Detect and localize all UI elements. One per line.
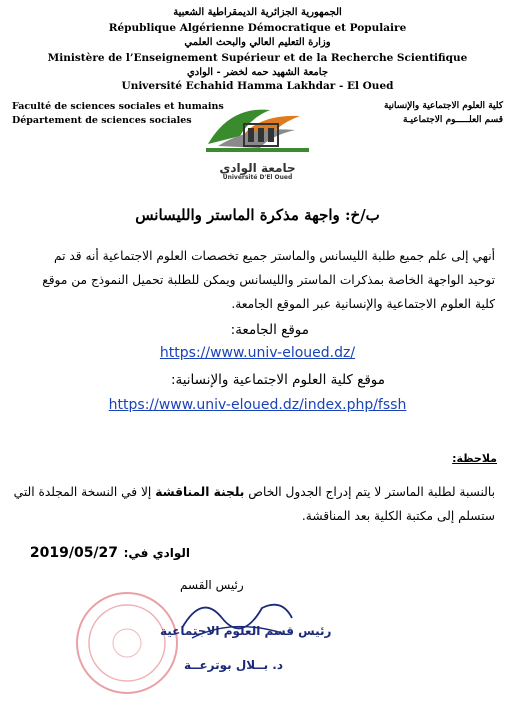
signature-role: رئيس القسم — [180, 578, 244, 592]
logo-ar-name: جامعة الوادي — [219, 161, 296, 175]
faculty-site-link[interactable]: https://www.univ-eloued.dz/index.php/fssh — [108, 397, 407, 413]
university-site-label: موقع الجامعة: — [230, 322, 309, 338]
stamp-title: رئيس قسم العلوم الاجتماعية — [160, 624, 332, 638]
handwritten-signature-icon — [172, 588, 302, 648]
university-site-link[interactable]: https://www.univ-eloued.dz/ — [159, 345, 356, 361]
note-line-1-end: إلا في النسخة المجلدة التي — [13, 485, 152, 499]
logo-emblem-icon — [200, 96, 315, 158]
official-stamp-icon — [72, 588, 182, 698]
right-department: قسم العلـــــوم الاجتماعيـة — [403, 115, 503, 125]
header-fr-republic: République Algérienne Démocratique et Populaire — [108, 22, 407, 34]
note-line-1-bold: بلجنة المناقشة — [155, 485, 245, 499]
body-line-1: أنهي إلى علم جميع طلبة الليسانس والماستر جميع تخصصات العلوم الاجتماعية أنه قد تم — [54, 249, 495, 263]
header-fr-ministry: Ministère de l’Enseignement Supérieur et de la Recherche Scientifique — [47, 52, 468, 64]
header-ar-republic: الجمهورية الجزائرية الديمقراطية الشعبية — [173, 7, 342, 18]
right-faculty: كلية العلوم الاجتماعية والإنسانية — [383, 101, 503, 111]
faculty-site-label: موقع كلية العلوم الاجتماعية والإنسانية: — [170, 372, 385, 388]
date-label: الوادي في: — [123, 546, 190, 560]
page-title: ب/خ: واجهة مذكرة الماستر والليسانس — [135, 206, 380, 224]
note-line-1 — [13, 485, 495, 499]
date-line — [30, 542, 190, 561]
note-line-1-start: بالنسبة لطلبة الماستر لا يتم إدراج الجدول الخاص — [248, 485, 495, 499]
signatory-name: د. بــلال بوترعــة — [184, 658, 283, 672]
body-line-3: كلية العلوم الاجتماعية والإنسانية عبر الموقع الجامعة. — [231, 297, 495, 311]
note-line-2: ستسلم إلى مكتبة الكلية بعد المناقشة. — [301, 509, 495, 523]
header-ar-ministry: وزارة التعليم العالي والبحث العلمي — [184, 37, 331, 48]
date-value: 2019/05/27 — [29, 545, 119, 561]
body-line-2: توحيد الواجهة الخاصة بمذكرات الماستر والليسانس ويمكن للطلبة تحميل النموذج من موقع — [42, 273, 495, 287]
left-faculty: Faculté de sciences sociales et humains — [12, 101, 224, 112]
left-department: Département de sciences sociales — [12, 115, 192, 126]
header-ar-university: جامعة الشهيد حمه لخضر - الوادي — [186, 67, 328, 78]
logo-fr-name: Université D'El Oued — [222, 174, 293, 181]
note-title: ملاحظة: — [452, 452, 497, 465]
header-fr-university: Université Echahid Hamma Lakhdar - El Oued — [121, 80, 394, 92]
university-logo — [200, 96, 315, 181]
signature-area — [72, 578, 512, 722]
